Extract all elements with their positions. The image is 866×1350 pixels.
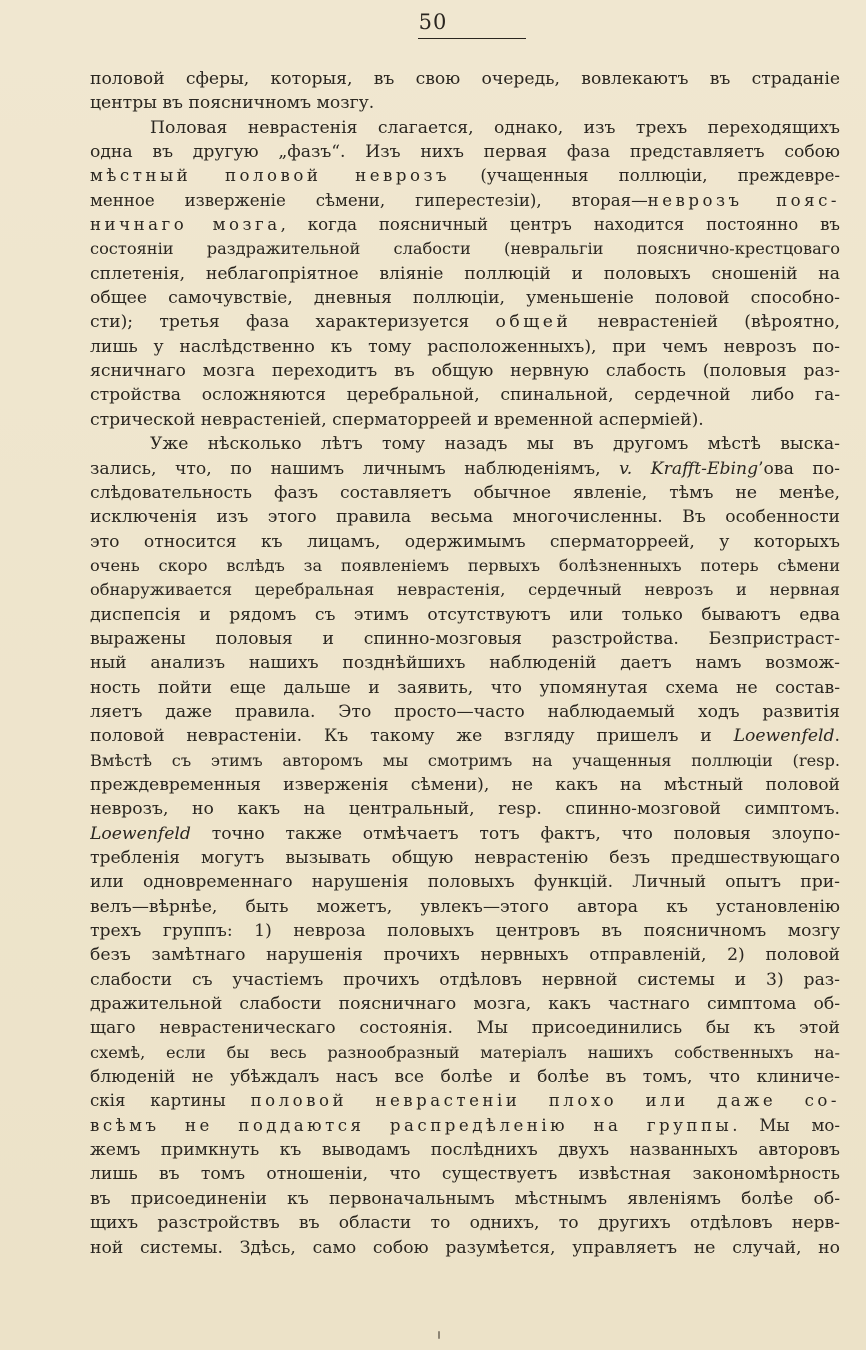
text-line: ной системы. Здѣсь, само собою разумѣется, управляетъ не случай, но: [90, 1237, 840, 1258]
text-line: зались, что, по нашимъ личнымъ наблюденіямъ, v. Krafft-Ebing’ова по-: [90, 458, 840, 479]
text-line: лишь у наслѣдственно къ тому расположенныхъ), при чемъ неврозъ по-: [90, 336, 840, 357]
text-line: щихъ разстройствъ въ области то однихъ, то другихъ отдѣловъ нерв-: [90, 1213, 840, 1234]
text-line: трехъ группъ: 1) невроза половыхъ центровъ въ поясничномъ мозгу: [90, 921, 840, 942]
author-name: v. Krafft-Ebing: [619, 458, 759, 479]
spaced-emphasis: ничнаго мозга: [90, 215, 281, 235]
text-line: мѣстный половой неврозъ (учащенныя поллюціи, преждевре-: [90, 166, 840, 186]
text-line: обнаруживается церебральная неврастенія, сердечный неврозъ и нервная: [90, 580, 840, 600]
text-line: стрической неврастеніей, сперматорреей и временной аспермiей).: [90, 409, 704, 430]
text-line: стройства осложняются церебральной, спинальной, сердечной либо га-: [90, 385, 840, 406]
text-line: выражены половыя и спинно-мозговыя разстройства. Безпристраст-: [90, 628, 840, 649]
text-line: дражительной слабости поясничнаго мозга, какъ частнаго симптома об-: [90, 994, 840, 1015]
page-number: 50: [418, 10, 448, 34]
text-line: исключенія изъ этого правила весьма многочисленны. Въ особенности: [90, 507, 840, 528]
text-line: ность пойти еще дальше и заявить, что упомянутая схема не состав-: [90, 677, 840, 698]
header-rule: [418, 38, 526, 39]
spaced-emphasis: мѣстный половой неврозъ: [90, 166, 451, 186]
text-line: щаго неврастеническаго состоянія. Мы присоединились бы къ этой: [90, 1018, 840, 1039]
text-line: состояніи раздражительной слабости (невральгіи пояснично-крестцоваго: [90, 239, 840, 259]
text-line: жемъ примкнуть къ выводамъ послѣднихъ двухъ названныхъ авторовъ: [90, 1140, 840, 1161]
spaced-emphasis: половой неврастеніи плохо или даже со-: [250, 1091, 840, 1111]
text-line: центры въ поясничномъ мозгу.: [90, 93, 375, 114]
text-line: лишь въ томъ отношеніи, что существуетъ извѣстная закономѣрность: [90, 1164, 840, 1185]
text-line: въ присоединеніи къ первоначальнымъ мѣстнымъ явленіямъ болѣе об-: [90, 1188, 840, 1209]
text-line: ничнаго мозга, когда поясничный центръ находится постоянно въ: [90, 215, 840, 235]
text-line: преждевременныя изверженія сѣмени), не какъ на мѣстный половой: [90, 774, 840, 795]
text-line: ный анализъ нашихъ позднѣйшихъ наблюденій даетъ намъ возмож-: [90, 653, 840, 674]
author-name: Loewenfeld: [90, 823, 191, 844]
paper-speck: [438, 1331, 440, 1339]
body-text: [90, 67, 840, 1260]
spaced-emphasis: общей: [495, 312, 572, 333]
text-line: Loewenfeld точно также отмѣчаетъ тотъ фактъ, что половыя злоупо-: [90, 823, 840, 844]
text-line: Половая неврастенія слагается, однако, изъ трехъ переходящихъ: [150, 117, 840, 138]
text-line: безъ замѣтнаго нарушенія прочихъ нервныхъ отправленій, 2) половой: [90, 945, 840, 966]
text-line: половой сферы, которыя, въ свою очередь, вовлекаютъ въ страданіе: [90, 69, 840, 89]
text-line: слабости съ участіемъ прочихъ отдѣловъ нервной системы и 3) раз-: [90, 969, 840, 990]
text-line: Вмѣстѣ съ этимъ авторомъ мы смотримъ на учащенныя поллюціи (resp.: [90, 750, 840, 770]
text-line: сплетенія, неблагопріятное вліяніе поллюцій и половыхъ сношеній на: [90, 263, 840, 284]
text-line: всѣмъ не поддаются распредѣленію на группы. Мы мо-: [90, 1115, 840, 1135]
text-line: очень скоро вслѣдъ за появленіемъ первыхъ болѣзненныхъ потерь сѣмени: [90, 555, 840, 575]
text-line: половой неврастеніи. Къ такому же взгляду пришелъ и Loewenfeld.: [90, 726, 840, 747]
text-line: слѣдовательность фазъ составляетъ обычное явленіе, тѣмъ не менѣе,: [90, 482, 840, 503]
text-line: скія картины половой неврастеніи плохо или даже со-: [90, 1091, 840, 1111]
text-line: общее самочувствіе, дневныя поллюціи, уменьшеніе половой способно-: [90, 288, 840, 309]
text-line: одна въ другую „фазъ“. Изъ нихъ первая фаза представляетъ собою: [90, 142, 840, 163]
text-line: неврозъ, но какъ на центральный, resp. спинно-мозговой симптомъ.: [90, 799, 840, 820]
text-line: ляетъ даже правила. Это просто—часто наблюдаемый ходъ развитія: [90, 701, 840, 722]
text-line: ясничнаго мозга переходитъ въ общую нервную слабость (половыя раз-: [90, 361, 840, 382]
text-line: менное изверженіе сѣмени, гиперестезіи), вторая—неврозъ пояс-: [90, 190, 840, 210]
text-line: велъ—вѣрнѣе, быть можетъ, увлекъ—этого автора къ установленію: [90, 896, 840, 917]
text-line: или одновременнаго нарушенія половыхъ функцій. Личный опытъ при-: [90, 872, 840, 893]
text-line: блюденій не убѣждалъ насъ все болѣе и болѣе въ томъ, что клиниче-: [90, 1067, 840, 1088]
spaced-emphasis: всѣмъ не поддаются распредѣленію на группы: [90, 1115, 733, 1135]
text-line: диспепсія и рядомъ съ этимъ отсутствуютъ или только бываютъ едва: [90, 604, 840, 625]
text-line: схемѣ, если бы весь разнообразный матеріалъ нашихъ собственныхъ на-: [90, 1042, 840, 1062]
text-line: это относится къ лицамъ, одержимымъ сперматорреей, у которыхъ: [90, 531, 840, 552]
author-name: Loewenfeld: [733, 726, 835, 747]
text-line: требленія могутъ вызывать общую неврастенію безъ предшествующаго: [90, 848, 840, 868]
spaced-emphasis: неврозъ пояс-: [647, 190, 840, 210]
text-line: сти); третья фаза характеризуется общей неврастеніей (вѣроятно,: [90, 312, 840, 333]
text-line: Уже нѣсколько лѣтъ тому назадъ мы въ другомъ мѣстѣ выска-: [150, 434, 840, 455]
